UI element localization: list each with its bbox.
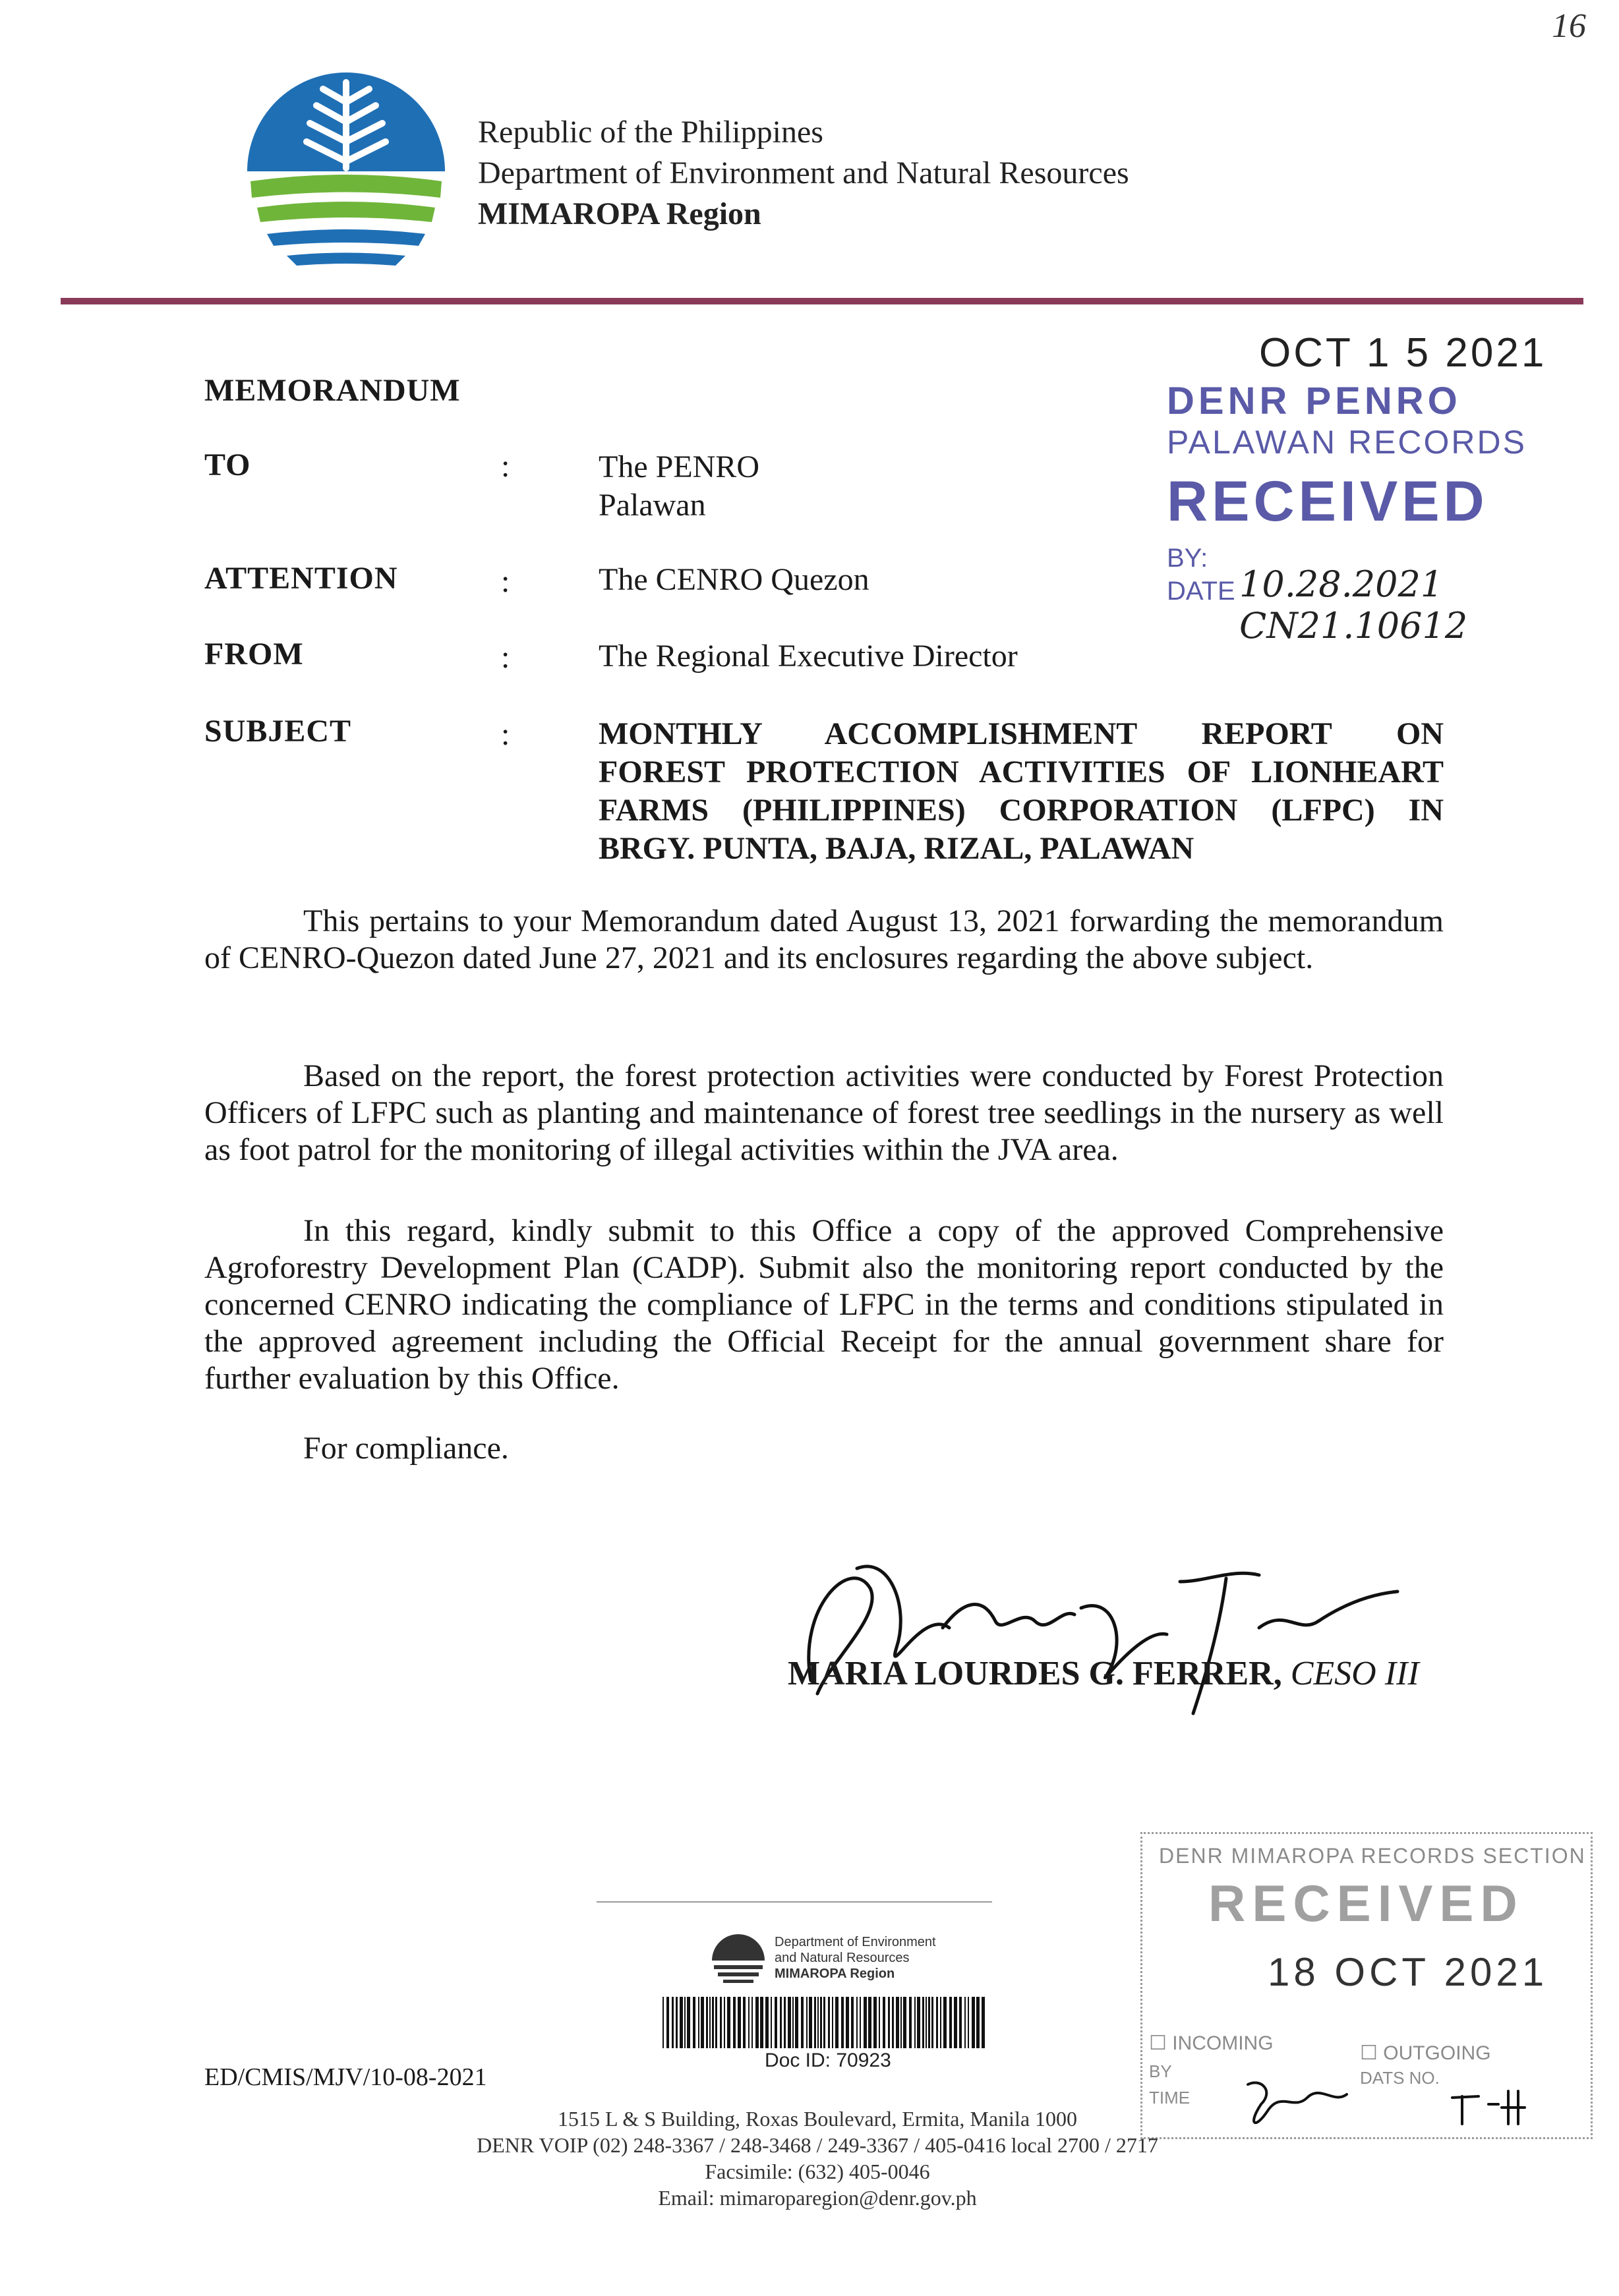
attention-colon: : [501, 564, 510, 599]
letterhead [478, 112, 1129, 235]
records-stamp-time: TIME [1149, 2088, 1191, 2108]
stamp-by-label: BY: [1167, 544, 1208, 573]
subject-value [599, 715, 1444, 868]
reference-code: ED/CMIS/MJV/10-08-2021 [204, 2063, 487, 2091]
records-stamp-date: 18 OCT 2021 [1268, 1950, 1548, 1994]
footer-email: Email: mimaroparegion@denr.gov.ph [658, 2186, 977, 2210]
subject-line-4: BRGY. PUNTA, BAJA, RIZAL, PALAWAN [599, 831, 1194, 866]
from-colon: : [501, 640, 510, 675]
to-label: TO [204, 447, 251, 482]
footer-address: 1515 L & S Building, Roxas Boulevard, Ermita, Manila 1000 [557, 2107, 1078, 2131]
to-colon: : [501, 449, 510, 484]
to-value [599, 448, 759, 525]
to-value-line-1: The PENRO [599, 449, 759, 484]
barcode-line-2: and Natural Resources [775, 1951, 910, 1965]
footer-voip: DENR VOIP (02) 248-3367 / 248-3468 / 249-3367 / 405-0416 local 2700 / 2717 [477, 2133, 1158, 2157]
stamp-handwritten-entry: 10.28.2021 CN21.10612 [1239, 563, 1468, 646]
subject-line-3: FARMS (PHILIPPINES) CORPORATION (LFPC) IN [599, 793, 1444, 828]
barcode-line-3: MIMAROPA Region [775, 1966, 895, 1981]
barcode-doc-id: Doc ID: 70923 [765, 2050, 891, 2071]
signature [771, 1529, 1404, 1727]
subject-label: SUBJECT [204, 714, 352, 749]
denr-logo [244, 69, 448, 273]
barcode-label [775, 1934, 936, 1982]
letterhead-line-3: MIMAROPA Region [478, 196, 761, 231]
subject-colon: : [501, 717, 510, 752]
signatory-name-text: MARIA LOURDES G. FERRER, [788, 1655, 1282, 1692]
records-stamp-office: DENR MIMAROPA RECORDS SECTION [1159, 1844, 1586, 1868]
to-value-line-2: Palawan [599, 488, 706, 523]
header-rule [61, 298, 1583, 304]
records-stamp-received: RECEIVED [1208, 1874, 1524, 1932]
attention-value: The CENRO Quezon [599, 562, 869, 597]
body-paragraph-3: In this regard, kindly submit to this Office a copy of the approved Comprehensive Agroforestry Development Plan (CADP). Submit also the monitoring report conducted by the concerned CENRO indicating the compliance of LFPC in the terms and conditions stipulated in the approved agreement including the Official Receipt for the annual government share for further evaluation by this Office. [204, 1213, 1444, 1396]
from-label: FROM [204, 637, 304, 672]
footer-fax: Facsimile: (632) 405-0046 [705, 2160, 930, 2183]
signatory-title: CESO III [1290, 1655, 1419, 1692]
footer [330, 2106, 1305, 2211]
records-received-stamp [1140, 1832, 1593, 2139]
records-stamp-by: BY [1149, 2061, 1172, 2081]
attention-label: ATTENTION [204, 561, 398, 596]
barcode-logo-icon [709, 1931, 768, 1990]
body-paragraph-4: For compliance. [303, 1431, 509, 1466]
records-stamp-dats-no: DATS NO. [1360, 2068, 1440, 2088]
body-paragraph-1: This pertains to your Memorandum dated August 13, 2021 forwarding the memorandum of CENRO-Quezon dated June 27, 2021 and its enclosures regarding the above subject. [204, 904, 1444, 975]
from-value: The Regional Executive Director [599, 639, 1018, 674]
memo-title: MEMORANDUM [204, 373, 461, 408]
stamp-records: PALAWAN RECORDS [1167, 424, 1527, 461]
subject-line-2: FOREST PROTECTION ACTIVITIES OF LIONHEART [599, 755, 1444, 789]
records-stamp-outgoing: ☐ OUTGOING [1360, 2042, 1491, 2064]
page-number: 16 [1552, 7, 1586, 45]
letterhead-line-2: Department of Environment and Natural Resources [478, 156, 1129, 190]
barcode-line-1: Department of Environment [775, 1935, 936, 1949]
records-stamp-incoming: ☐ INCOMING [1149, 2032, 1274, 2054]
stamp-office: DENR PENRO [1167, 380, 1461, 422]
barcode-icon [662, 1997, 986, 2048]
stamp-received: RECEIVED [1167, 470, 1488, 533]
subject-line-1: MONTHLY ACCOMPLISHMENT REPORT ON [599, 716, 1444, 751]
signatory-name [788, 1654, 1419, 1693]
stamp-date: OCT 1 5 2021 [1259, 330, 1547, 376]
body-paragraph-2: Based on the report, the forest protection activities were conducted by Forest Protection Officers of LFPC such as planting and maintenance of forest tree seedlings in the nursery as well as foot patrol for the monitoring of illegal activities within the JVA area. [204, 1058, 1444, 1167]
stamp-date-label: DATE [1167, 577, 1235, 606]
penro-received-stamp [1157, 330, 1552, 659]
letterhead-line-1: Republic of the Philippines [478, 115, 823, 150]
